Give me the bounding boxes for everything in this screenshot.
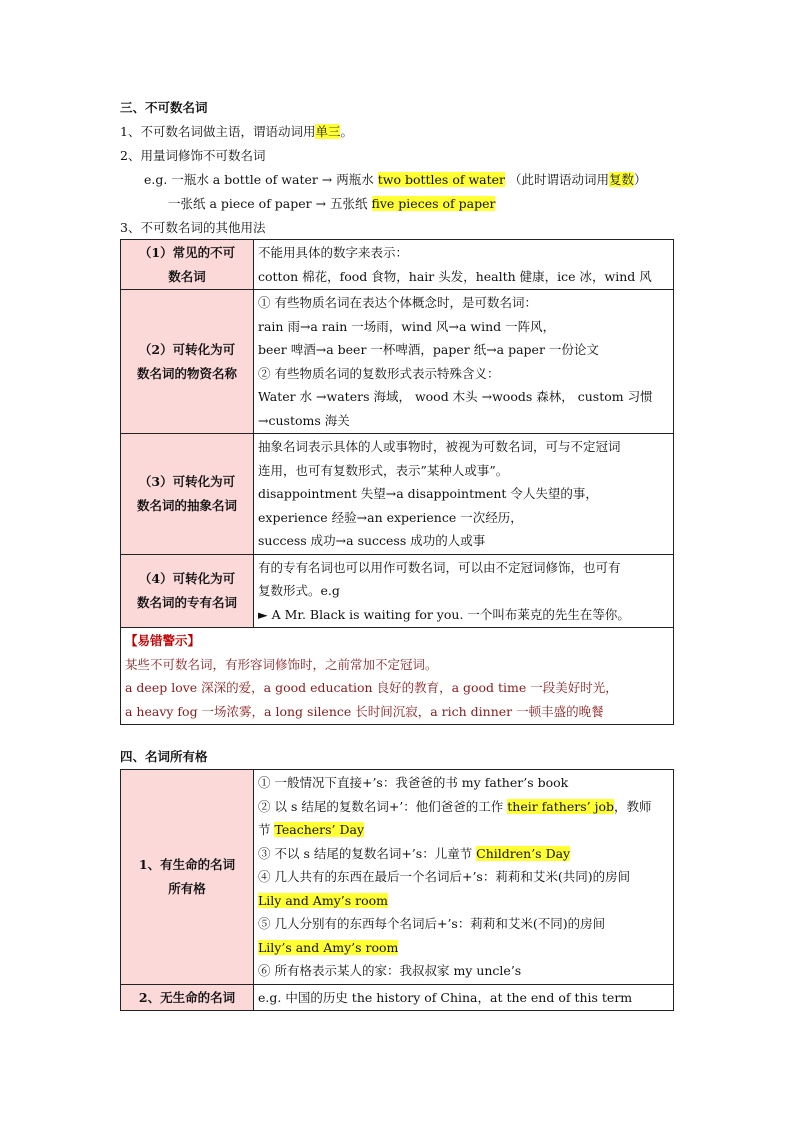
row-label: 1、有生命的名词 所有格 — [121, 770, 254, 985]
row-content: 不能用具体的数字来表示： cotton 棉花，food 食物，hair 头发，health 健康，ice 冰，wind 风 — [254, 240, 674, 290]
highlight: Children’s Day — [476, 845, 571, 861]
row-label: 2、无生命的名词 — [121, 984, 254, 1011]
row-content: ① 一般情况下直接+’s：我爸爸的书 my father’s book ② 以 s 结尾的复数名词+’：他们爸爸的工作 their fathers’ job，教师 节 Teachers’ Day ③ 不以 s 结尾的复数名词+’s：儿童节 Children’s Day ④ 几人共有的东西在最后一个名词后+’s：莉莉和艾米(共同)的房间 Lily and Amy’s room ⑤ 几人分别有的东西每个名词后+’s：莉莉和艾米(不同)的房间 Lily’s and Amy’s room ⑥ 所有格表示某人的家：我叔叔家 my uncle’s — [254, 770, 674, 985]
row-content: ① 有些物质名词在表达个体概念时，是可数名词： rain 雨→a rain 一场雨，wind 风→a wind 一阵风， beer 啤酒→a beer 一杯啤酒，paper 纸→a paper 一份论文 ② 有些物质名词的复数形式表示特殊含义： Water 水 →waters 海域， wood 木头 →woods 森林， custom 习惯 →customs 海关 — [254, 290, 674, 434]
highlight: their fathers’ job — [507, 798, 614, 814]
row-content: e.g. 中国的历史 the history of China，at the end of this term — [254, 984, 674, 1011]
row-label: （2）可转化为可 数名词的物资名称 — [121, 290, 254, 434]
highlight: 单三 — [315, 124, 341, 139]
table-row — [121, 240, 674, 290]
row-label: （1）常见的不可 数名词 — [121, 240, 254, 290]
example-2: 一张纸 a piece of paper → 五张纸 five pieces of paper — [168, 196, 496, 211]
point-2: 2、用量词修饰不可数名词 — [120, 148, 266, 163]
table-row — [121, 434, 674, 555]
section-4-title: 四、名词所有格 — [120, 749, 208, 764]
possessive-table — [120, 769, 674, 1011]
table-row — [121, 984, 674, 1011]
row-label: （3）可转化为可 数名词的抽象名词 — [121, 434, 254, 555]
table-row — [121, 554, 674, 628]
highlight: Lily and Amy’s room — [258, 892, 388, 908]
point-3: 3、不可数名词的其他用法 — [120, 220, 266, 235]
highlight: Lily’s and Amy’s room — [258, 939, 399, 955]
highlight: Teachers’ Day — [274, 822, 365, 837]
warning-title: 【易错警示】 — [125, 633, 201, 648]
warning-box: 【易错警示】 某些不可数名词，有形容词修饰时，之前常加不定冠词。 a deep love 深深的爱，a good education 良好的教育，a good time 一段美好时光， a heavy fog 一场浓雾，a long silence 长时间沉寂，a rich dinner 一顿丰盛的晚餐 — [121, 628, 674, 725]
highlight: 复数 — [608, 172, 634, 187]
highlight: five pieces of paper — [371, 196, 496, 211]
row-label: （4）可转化为可 数名词的专有名词 — [121, 554, 254, 628]
table-row — [121, 770, 674, 985]
highlight: two bottles of water — [377, 172, 505, 187]
warning-row — [121, 628, 674, 725]
table-row — [121, 290, 674, 434]
uncountable-usage-table — [120, 239, 674, 725]
row-content: 有的专有名词也可以用作可数名词，可以由不定冠词修饰，也可有 复数形式。e.g ► A Mr. Black is waiting for you. 一个叫布莱克的先生在等你。 — [254, 554, 674, 628]
section-3-title: 三、不可数名词 — [120, 100, 208, 115]
example-1: e.g. 一瓶水 a bottle of water → 两瓶水 two bottles of water （此时谓语动词用复数） — [144, 172, 647, 187]
point-1: 1、不可数名词做主语，谓语动词用单三。 — [120, 124, 353, 139]
row-content: 抽象名词表示具体的人或事物时，被视为可数名词，可与不定冠词 连用，也可有复数形式，表示”某种人或事”。 disappointment 失望→a disappointment 令人失望的事， experience 经验→an experience 一次经历， success 成功→a success 成功的人或事 — [254, 434, 674, 555]
